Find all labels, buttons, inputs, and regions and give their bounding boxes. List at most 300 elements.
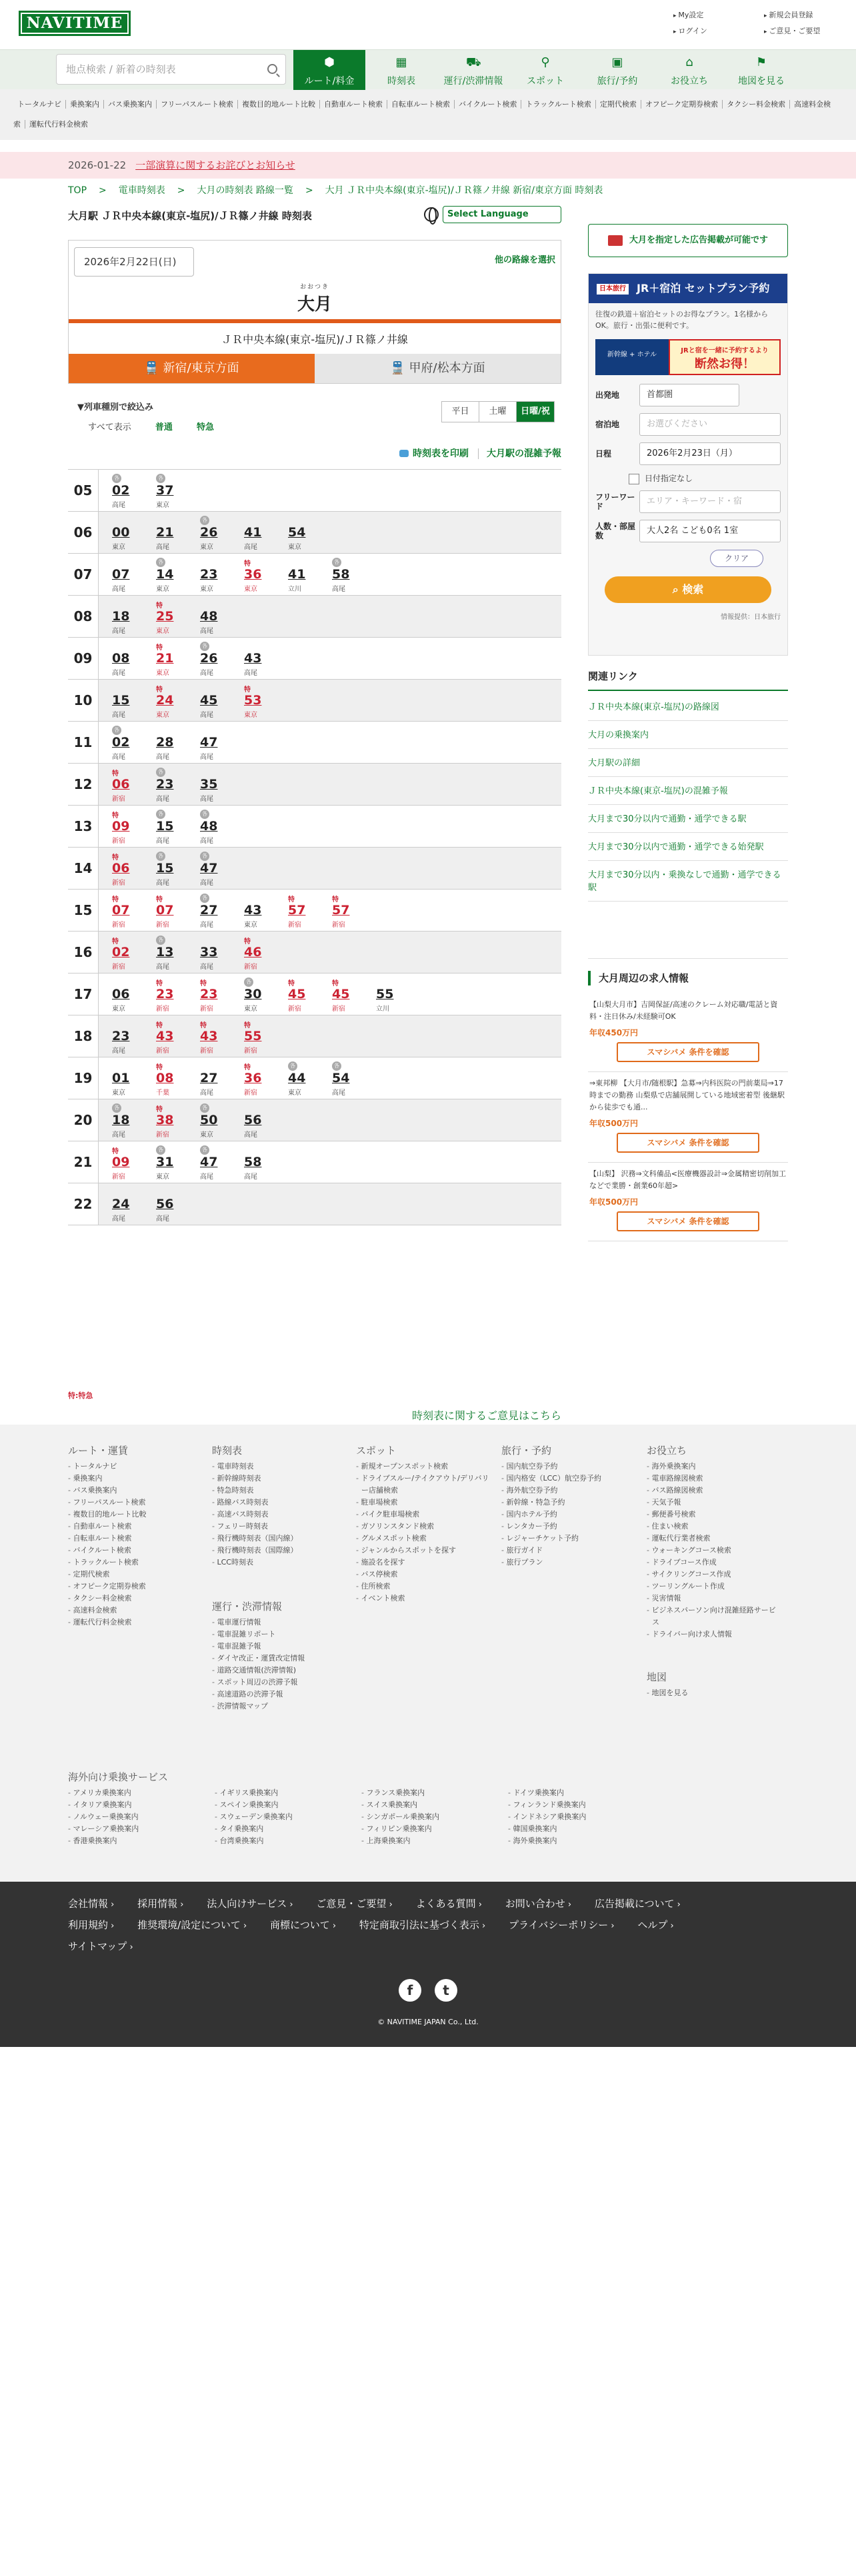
footer-dark-link[interactable]: 商標について › xyxy=(270,1919,336,1931)
footer-link[interactable]: - ダイヤ改正・運賃改定情報 xyxy=(212,1652,345,1664)
related-link[interactable]: 大月まで30分以内・乗換なしで通勤・通学できる駅 xyxy=(588,861,788,902)
departure-minute[interactable]: 54 xyxy=(332,1071,350,1085)
footer-link[interactable]: - ツーリングルート作成 xyxy=(647,1581,780,1593)
stay-select[interactable]: お選びください xyxy=(639,413,781,436)
subnav-link[interactable]: バイクルート検索 xyxy=(455,100,521,109)
footer-link[interactable]: - 電車運行情報 xyxy=(212,1616,345,1628)
departure[interactable] xyxy=(200,1141,244,1183)
footer-link[interactable]: - バイクルート検索 xyxy=(68,1545,201,1557)
departure-minute[interactable]: 55 xyxy=(244,1029,262,1043)
departure-minute[interactable]: 33 xyxy=(200,945,218,960)
departure-minute[interactable]: 21 xyxy=(156,651,174,666)
departure-minute[interactable]: 37 xyxy=(156,483,174,498)
overseas-link[interactable]: - アメリカ乗換案内 xyxy=(68,1787,215,1799)
departure-minute[interactable]: 55 xyxy=(376,987,394,1001)
header-link[interactable]: ▸ ご意見・ご要望 xyxy=(764,25,847,36)
departure[interactable] xyxy=(332,973,376,1015)
subnav-link[interactable]: 運転代行料金検索 xyxy=(29,120,88,129)
departure[interactable] xyxy=(112,596,156,637)
departure[interactable] xyxy=(244,890,288,931)
footer-link[interactable]: - 特急時刻表 xyxy=(212,1485,345,1497)
spot-search-input[interactable] xyxy=(56,54,286,85)
departure-minute[interactable]: 06 xyxy=(112,987,130,1001)
subnav-link[interactable]: 複数目的地ルート比較 xyxy=(238,100,320,109)
footer-link[interactable]: - 自転車ルート検索 xyxy=(68,1533,201,1545)
departure-minute[interactable]: 23 xyxy=(200,987,218,1001)
departure-minute[interactable]: 09 xyxy=(112,819,130,834)
footer-link[interactable]: - 国内格安（LCC）航空券予約 xyxy=(501,1473,635,1485)
notice-link[interactable]: 一部演算に関するお詫びとお知らせ xyxy=(135,159,295,171)
overseas-link[interactable]: - 上海乗換案内 xyxy=(361,1835,508,1847)
departure-minute[interactable]: 02 xyxy=(112,483,130,498)
departure-minute[interactable]: 07 xyxy=(156,903,174,918)
departure[interactable] xyxy=(112,848,156,889)
footer-link[interactable]: - ドライバー向け求人情報 xyxy=(647,1628,780,1640)
footer-link[interactable]: - 運転代行業者検索 xyxy=(647,1533,780,1545)
related-link[interactable]: 大月まで30分以内で通勤・通学できる始発駅 xyxy=(588,833,788,861)
subnav-link[interactable]: 自動車ルート検索 xyxy=(320,100,387,109)
departure[interactable] xyxy=(156,722,200,763)
departure[interactable] xyxy=(200,680,244,721)
overseas-link[interactable]: - イタリア乗換案内 xyxy=(68,1799,215,1811)
departure-minute[interactable]: 58 xyxy=(332,567,350,582)
footer-link[interactable]: - 渋滞情報マップ xyxy=(212,1700,345,1712)
departure-minute[interactable]: 41 xyxy=(288,567,306,582)
breadcrumb-item[interactable]: 大月の時刻表 路線一覧 xyxy=(197,185,293,196)
departure-minute[interactable]: 07 xyxy=(112,567,130,582)
header-link[interactable]: ▸ ログイン xyxy=(673,25,764,36)
departure[interactable] xyxy=(112,1057,156,1099)
footer-link[interactable]: - 高速バス時刻表 xyxy=(212,1509,345,1521)
overseas-link[interactable]: - スイス乗換案内 xyxy=(361,1799,508,1811)
departure[interactable] xyxy=(112,1141,156,1183)
departure[interactable] xyxy=(156,1141,200,1183)
departure-minute[interactable]: 08 xyxy=(156,1071,174,1085)
tab-holiday[interactable]: 日曜/祝日 xyxy=(517,402,554,422)
footer-link[interactable]: - バイク駐車場検索 xyxy=(356,1509,489,1521)
departure-minute[interactable]: 54 xyxy=(288,525,306,540)
footer-link[interactable]: - 住所検索 xyxy=(356,1581,489,1593)
footer-link[interactable]: - 電車路線図検索 xyxy=(647,1473,780,1485)
departure[interactable] xyxy=(112,890,156,931)
departure[interactable] xyxy=(112,1015,156,1057)
departure[interactable] xyxy=(200,806,244,847)
footer-link[interactable]: - 施設名を探す xyxy=(356,1557,489,1569)
tab-weekday[interactable]: 平日 xyxy=(442,402,479,422)
departure[interactable] xyxy=(200,1015,244,1057)
departure-minute[interactable]: 14 xyxy=(156,567,174,582)
departure[interactable] xyxy=(112,680,156,721)
departure-minute[interactable]: 30 xyxy=(244,987,262,1001)
language-select[interactable]: Select Language xyxy=(443,206,561,223)
departure[interactable] xyxy=(200,722,244,763)
departure-minute[interactable]: 07 xyxy=(112,903,130,918)
footer-link[interactable]: - 天気予報 xyxy=(647,1497,780,1509)
twitter-icon[interactable]: t xyxy=(435,1979,457,2002)
departure[interactable] xyxy=(288,512,332,553)
departure[interactable] xyxy=(156,848,200,889)
departure-minute[interactable]: 56 xyxy=(156,1197,174,1211)
footer-link[interactable]: - バス路線図検索 xyxy=(647,1485,780,1497)
departure[interactable] xyxy=(112,806,156,847)
footer-link[interactable]: - 郵便番号検索 xyxy=(647,1509,780,1521)
footer-link[interactable]: - 地図を見る xyxy=(647,1687,780,1699)
departure[interactable] xyxy=(288,973,332,1015)
subnav-link[interactable]: フリーパスルート検索 xyxy=(157,100,238,109)
ad-placement-box[interactable] xyxy=(588,224,788,257)
departure-minute[interactable]: 00 xyxy=(112,525,130,540)
footer-link[interactable]: - タクシー料金検索 xyxy=(68,1593,201,1605)
footer-link[interactable]: - 定期代検索 xyxy=(68,1569,201,1581)
filter-express[interactable]: 特急 xyxy=(197,422,215,432)
departure[interactable] xyxy=(244,1057,288,1099)
footer-link[interactable]: - トータルナビ xyxy=(68,1461,201,1473)
departure-minute[interactable]: 08 xyxy=(112,651,130,666)
footer-link[interactable]: - LCC時刻表 xyxy=(212,1557,345,1569)
subnav-link[interactable]: 乗換案内 xyxy=(66,100,104,109)
departure-minute[interactable]: 47 xyxy=(200,861,218,876)
date-picker[interactable]: 2026年2月22日(日) xyxy=(74,247,194,277)
subnav-link[interactable]: 定期代検索 xyxy=(596,100,641,109)
footer-dark-link[interactable]: プライバシーポリシー › xyxy=(509,1919,615,1931)
departure[interactable] xyxy=(200,1099,244,1141)
breadcrumb-item[interactable]: TOP xyxy=(68,185,87,196)
related-link[interactable]: 大月駅の詳細 xyxy=(588,749,788,777)
departure-minute[interactable]: 53 xyxy=(244,693,262,708)
overseas-link[interactable]: - 韓国乗換案内 xyxy=(508,1823,655,1835)
overseas-link[interactable]: - 香港乗換案内 xyxy=(68,1835,215,1847)
departure[interactable] xyxy=(200,848,244,889)
footer-link[interactable]: - ウォーキングコース検索 xyxy=(647,1545,780,1557)
footer-link[interactable]: - 電車混雑予報 xyxy=(212,1640,345,1652)
overseas-link[interactable]: - スウェーデン乗換案内 xyxy=(215,1811,361,1823)
departure[interactable] xyxy=(112,470,156,511)
footer-link[interactable]: - バス乗換案内 xyxy=(68,1485,201,1497)
footer-dark-link[interactable]: ヘルプ › xyxy=(637,1919,673,1931)
departure[interactable] xyxy=(200,1057,244,1099)
navitime-logo[interactable]: NAVITIME xyxy=(19,11,131,36)
footer-link[interactable]: - トラックルート検索 xyxy=(68,1557,201,1569)
departure[interactable] xyxy=(200,932,244,973)
departure-minute[interactable]: 02 xyxy=(112,945,130,960)
overseas-link[interactable]: - フィンランド乗換案内 xyxy=(508,1799,655,1811)
departure[interactable] xyxy=(112,638,156,679)
footer-link[interactable]: - フリーパスルート検索 xyxy=(68,1497,201,1509)
footer-link[interactable]: - 旅行ガイド xyxy=(501,1545,635,1557)
overseas-link[interactable]: - 台湾乗換案内 xyxy=(215,1835,361,1847)
departure[interactable] xyxy=(244,932,288,973)
feedback-link[interactable]: 時刻表に関するご意見はこちら xyxy=(411,1409,561,1422)
footer-link[interactable]: - サイクリングコース作成 xyxy=(647,1569,780,1581)
departure-minute[interactable]: 58 xyxy=(244,1155,262,1169)
footer-link[interactable]: - フェリー時刻表 xyxy=(212,1521,345,1533)
departure-minute[interactable]: 24 xyxy=(112,1197,130,1211)
job-check-button[interactable]: スマシバメ 条件を確認 xyxy=(617,1042,759,1062)
footer-link[interactable]: - バス停検索 xyxy=(356,1569,489,1581)
related-link[interactable]: 大月まで30分以内で通勤・通学できる駅 xyxy=(588,805,788,833)
departure[interactable] xyxy=(156,890,200,931)
departure-minute[interactable]: 26 xyxy=(200,651,218,666)
jr-banner[interactable] xyxy=(595,339,781,375)
departure-minute[interactable]: 23 xyxy=(156,777,174,792)
no-date-checkbox[interactable] xyxy=(629,474,639,484)
departure[interactable] xyxy=(156,1057,200,1099)
footer-link[interactable]: - 複数目的地ルート比較 xyxy=(68,1509,201,1521)
footer-link[interactable]: - ビジネスパーソン向け混雑経路サービス xyxy=(647,1605,780,1628)
subnav-link[interactable]: トータルナビ xyxy=(13,100,66,109)
departure-minute[interactable]: 48 xyxy=(200,819,218,834)
departure[interactable] xyxy=(156,638,200,679)
other-lines-link[interactable]: 他の路線を選択 xyxy=(494,255,555,265)
guests-select[interactable]: 大人2名 こども0名 1室 xyxy=(639,520,781,542)
job-title[interactable]: 【山梨大月市】吉岡保証/高速のクレーム対応職/電話と資料・注日休み/未経験可OK xyxy=(589,1000,778,1021)
footer-link[interactable]: - 飛行機時刻表（国内線） xyxy=(212,1533,345,1545)
footer-link[interactable]: - 高速道路の渋滞予報 xyxy=(212,1688,345,1700)
departure[interactable] xyxy=(112,554,156,595)
departure-minute[interactable]: 43 xyxy=(156,1029,174,1043)
departure-minute[interactable]: 09 xyxy=(112,1155,130,1169)
departure[interactable] xyxy=(244,554,288,595)
departure-minute[interactable]: 46 xyxy=(244,945,262,960)
departure[interactable] xyxy=(112,1099,156,1141)
departure-minute[interactable]: 45 xyxy=(288,987,306,1001)
departure[interactable] xyxy=(156,764,200,805)
footer-dark-link[interactable]: 法人向けサービス › xyxy=(207,1898,293,1910)
footer-link[interactable]: - 旅行プラン xyxy=(501,1557,635,1569)
job-title[interactable]: ⇒東邦柳 【大月市/随根駅】急募⇒内科医院の門前薬局⇒17時までの勤務 山梨県で店舗展開している地域密着型 後継駅から徒歩でも通... xyxy=(589,1079,785,1111)
overseas-link[interactable]: - シンガポール乗換案内 xyxy=(361,1811,508,1823)
overseas-link[interactable]: - マレーシア乗換案内 xyxy=(68,1823,215,1835)
tab-nav-2[interactable] xyxy=(437,50,509,90)
departure[interactable] xyxy=(112,722,156,763)
subnav-link[interactable]: 自転車ルート検索 xyxy=(387,100,455,109)
footer-link[interactable]: - 電車時刻表 xyxy=(212,1461,345,1473)
congestion-link[interactable]: 大月駅の混雑予報 xyxy=(478,448,561,459)
departure-minute[interactable]: 23 xyxy=(200,567,218,582)
footer-link[interactable]: - ドライブスルー/テイクアウト/デリバリー店舗検索 xyxy=(356,1473,489,1497)
tab-nav-3[interactable] xyxy=(509,50,581,90)
departure-minute[interactable]: 21 xyxy=(156,525,174,540)
departure[interactable] xyxy=(156,512,200,553)
footer-dark-link[interactable]: 会社情報 › xyxy=(68,1898,114,1910)
departure[interactable] xyxy=(156,973,200,1015)
departure-minute[interactable]: 15 xyxy=(156,861,174,876)
footer-link[interactable]: - 運転代行料金検索 xyxy=(68,1616,201,1628)
direction-tab-kofu[interactable] xyxy=(315,354,561,383)
departure-minute[interactable]: 57 xyxy=(288,903,306,918)
departure-minute[interactable]: 50 xyxy=(200,1113,218,1127)
departure[interactable] xyxy=(200,554,244,595)
subnav-link[interactable]: トラックルート検索 xyxy=(521,100,595,109)
departure-minute[interactable]: 43 xyxy=(244,903,262,918)
related-link[interactable]: ＪＲ中央本線(東京-塩尻)の路線図 xyxy=(588,693,788,721)
footer-link[interactable]: - 自動車ルート検索 xyxy=(68,1521,201,1533)
departure[interactable] xyxy=(156,1183,200,1225)
departure-minute[interactable]: 45 xyxy=(200,693,218,708)
departure[interactable] xyxy=(156,1099,200,1141)
footer-link[interactable]: - ドライブコース作成 xyxy=(647,1557,780,1569)
footer-link[interactable]: - グルメスポット検索 xyxy=(356,1533,489,1545)
direction-tab-shinjuku[interactable] xyxy=(69,354,315,383)
departure[interactable] xyxy=(156,932,200,973)
departure-minute[interactable]: 38 xyxy=(156,1113,174,1127)
related-link[interactable]: ＪＲ中央本線(東京-塩尻)の混雑予報 xyxy=(588,777,788,805)
departure[interactable] xyxy=(244,680,288,721)
keyword-input[interactable]: エリア・キーワード・宿 xyxy=(639,490,781,513)
tab-nav-4[interactable] xyxy=(581,50,653,90)
header-link[interactable]: ▸ 新規会員登録 xyxy=(764,9,847,20)
departure[interactable] xyxy=(156,596,200,637)
clear-button[interactable]: クリア xyxy=(710,550,763,567)
departure-minute[interactable]: 25 xyxy=(156,609,174,624)
filter-label[interactable]: ▼列車種別で絞込み xyxy=(77,402,153,412)
departure[interactable] xyxy=(376,973,420,1015)
departure-minute[interactable]: 31 xyxy=(156,1155,174,1169)
footer-link[interactable]: - 海外航空券予約 xyxy=(501,1485,635,1497)
departure[interactable] xyxy=(112,1183,156,1225)
job-title[interactable]: 【山梨】 沢務⇒文科備品<医療機器設計⇒金属精密切削加工などで業勝・創業60年超> xyxy=(589,1169,787,1190)
footer-link[interactable]: - 国内航空券予約 xyxy=(501,1461,635,1473)
footer-dark-link[interactable]: 利用規約 › xyxy=(68,1919,114,1931)
footer-link[interactable]: - 電車混雑リポート xyxy=(212,1628,345,1640)
footer-link[interactable]: - 路線バス時刻表 xyxy=(212,1497,345,1509)
date-input[interactable]: 2026年2月23日（月） xyxy=(639,442,781,465)
footer-dark-link[interactable]: 特定商取引法に基づく表示 › xyxy=(359,1919,485,1931)
departure-minute[interactable]: 47 xyxy=(200,1155,218,1169)
facebook-icon[interactable]: f xyxy=(399,1979,421,2002)
overseas-link[interactable]: - インドネシア乗換案内 xyxy=(508,1811,655,1823)
departure[interactable] xyxy=(112,973,156,1015)
tab-nav-1[interactable] xyxy=(365,50,437,90)
departure-minute[interactable]: 06 xyxy=(112,777,130,792)
departure-minute[interactable]: 18 xyxy=(112,1113,130,1127)
departure[interactable] xyxy=(112,932,156,973)
departure[interactable] xyxy=(332,890,376,931)
departure[interactable] xyxy=(112,512,156,553)
overseas-link[interactable]: - スペイン乗換案内 xyxy=(215,1799,361,1811)
footer-link[interactable]: - 住まい検索 xyxy=(647,1521,780,1533)
footer-link[interactable]: - 海外乗換案内 xyxy=(647,1461,780,1473)
departure-minute[interactable]: 45 xyxy=(332,987,350,1001)
overseas-link[interactable]: - イギリス乗換案内 xyxy=(215,1787,361,1799)
footer-link[interactable]: - レジャーチケット予約 xyxy=(501,1533,635,1545)
departure[interactable] xyxy=(244,638,288,679)
footer-dark-link[interactable]: お問い合わせ › xyxy=(505,1898,571,1910)
departure[interactable] xyxy=(156,1015,200,1057)
departure-select[interactable]: 首都圏 xyxy=(639,384,739,406)
departure-minute[interactable]: 35 xyxy=(200,777,218,792)
footer-link[interactable]: - ガソリンスタンド検索 xyxy=(356,1521,489,1533)
departure-minute[interactable]: 57 xyxy=(332,903,350,918)
departure[interactable] xyxy=(156,470,200,511)
departure[interactable] xyxy=(244,1141,288,1183)
overseas-link[interactable]: - フランス乗換案内 xyxy=(361,1787,508,1799)
overseas-link[interactable]: - 海外乗換案内 xyxy=(508,1835,655,1847)
footer-link[interactable]: - 飛行機時刻表（国際線） xyxy=(212,1545,345,1557)
tab-nav-6[interactable] xyxy=(725,50,797,90)
header-link[interactable]: ▸ My設定 xyxy=(673,9,764,20)
footer-link[interactable]: - 駐車場検索 xyxy=(356,1497,489,1509)
departure[interactable] xyxy=(200,512,244,553)
tab-saturday[interactable]: 土曜 xyxy=(479,402,517,422)
footer-dark-link[interactable]: 広告掲載について › xyxy=(595,1898,681,1910)
footer-link[interactable]: - 新規オープンスポット検索 xyxy=(356,1461,489,1473)
departure-minute[interactable]: 43 xyxy=(200,1029,218,1043)
footer-link[interactable]: - オフピーク定期券検索 xyxy=(68,1581,201,1593)
overseas-link[interactable]: - タイ乗換案内 xyxy=(215,1823,361,1835)
footer-link[interactable]: - イベント検索 xyxy=(356,1593,489,1605)
departure-minute[interactable]: 18 xyxy=(112,609,130,624)
departure[interactable] xyxy=(200,764,244,805)
departure-minute[interactable]: 15 xyxy=(156,819,174,834)
breadcrumb-item[interactable]: 電車時刻表 xyxy=(118,185,165,196)
search-icon[interactable] xyxy=(267,64,277,74)
departure[interactable] xyxy=(200,638,244,679)
departure-minute[interactable]: 13 xyxy=(156,945,174,960)
footer-dark-link[interactable]: ご意見・ご要望 › xyxy=(316,1898,392,1910)
footer-link[interactable]: - 乗換案内 xyxy=(68,1473,201,1485)
departure[interactable] xyxy=(156,554,200,595)
departure-minute[interactable]: 43 xyxy=(244,651,262,666)
filter-local[interactable]: 普通 xyxy=(155,422,173,432)
job-check-button[interactable]: スマシバメ 条件を確認 xyxy=(617,1211,759,1231)
footer-link[interactable]: - 国内ホテル予約 xyxy=(501,1509,635,1521)
departure-minute[interactable]: 44 xyxy=(288,1071,306,1085)
footer-link[interactable]: - 新幹線時刻表 xyxy=(212,1473,345,1485)
footer-link[interactable]: - 道路交通情報(渋滞情報) xyxy=(212,1664,345,1676)
departure[interactable] xyxy=(332,1057,376,1099)
departure[interactable] xyxy=(244,512,288,553)
subnav-link[interactable]: オフピーク定期券検索 xyxy=(641,100,723,109)
departure-minute[interactable]: 06 xyxy=(112,861,130,876)
departure-minute[interactable]: 41 xyxy=(244,525,262,540)
print-link[interactable]: 時刻表を印刷 xyxy=(399,448,469,459)
overseas-link[interactable]: - ノルウェー乗換案内 xyxy=(68,1811,215,1823)
footer-link[interactable]: - 高速料金検索 xyxy=(68,1605,201,1616)
footer-dark-link[interactable]: サイトマップ › xyxy=(68,1940,133,1952)
tab-nav-0[interactable] xyxy=(293,50,365,90)
footer-link[interactable]: - スポット周辺の渋滞予報 xyxy=(212,1676,345,1688)
departure[interactable] xyxy=(112,764,156,805)
related-link[interactable]: 大月の乗換案内 xyxy=(588,721,788,749)
footer-dark-link[interactable]: 推奨環境/設定について › xyxy=(137,1919,247,1931)
departure-minute[interactable]: 24 xyxy=(156,693,174,708)
footer-link[interactable]: - レンタカー予約 xyxy=(501,1521,635,1533)
departure-minute[interactable]: 27 xyxy=(200,1071,218,1085)
departure[interactable] xyxy=(200,890,244,931)
subnav-link[interactable]: 高速料金検索 xyxy=(13,100,831,129)
departure-minute[interactable]: 23 xyxy=(156,987,174,1001)
departure[interactable] xyxy=(332,554,376,595)
departure[interactable] xyxy=(200,596,244,637)
subnav-link[interactable]: タクシー料金検索 xyxy=(723,100,790,109)
departure[interactable] xyxy=(156,680,200,721)
filter-all[interactable]: すべて表示 xyxy=(88,422,131,432)
departure-minute[interactable]: 48 xyxy=(200,609,218,624)
departure-minute[interactable]: 02 xyxy=(112,735,130,750)
subnav-link[interactable]: バス乗換案内 xyxy=(104,100,157,109)
departure[interactable] xyxy=(244,973,288,1015)
departure[interactable] xyxy=(288,554,332,595)
footer-link[interactable]: - 災害情報 xyxy=(647,1593,780,1605)
departure-minute[interactable]: 28 xyxy=(156,735,174,750)
departure-minute[interactable]: 36 xyxy=(244,1071,262,1085)
overseas-link[interactable]: - ドイツ乗換案内 xyxy=(508,1787,655,1799)
jr-search-button[interactable] xyxy=(605,576,771,603)
departure-minute[interactable]: 15 xyxy=(112,693,130,708)
departure[interactable] xyxy=(244,1099,288,1141)
departure-minute[interactable]: 26 xyxy=(200,525,218,540)
